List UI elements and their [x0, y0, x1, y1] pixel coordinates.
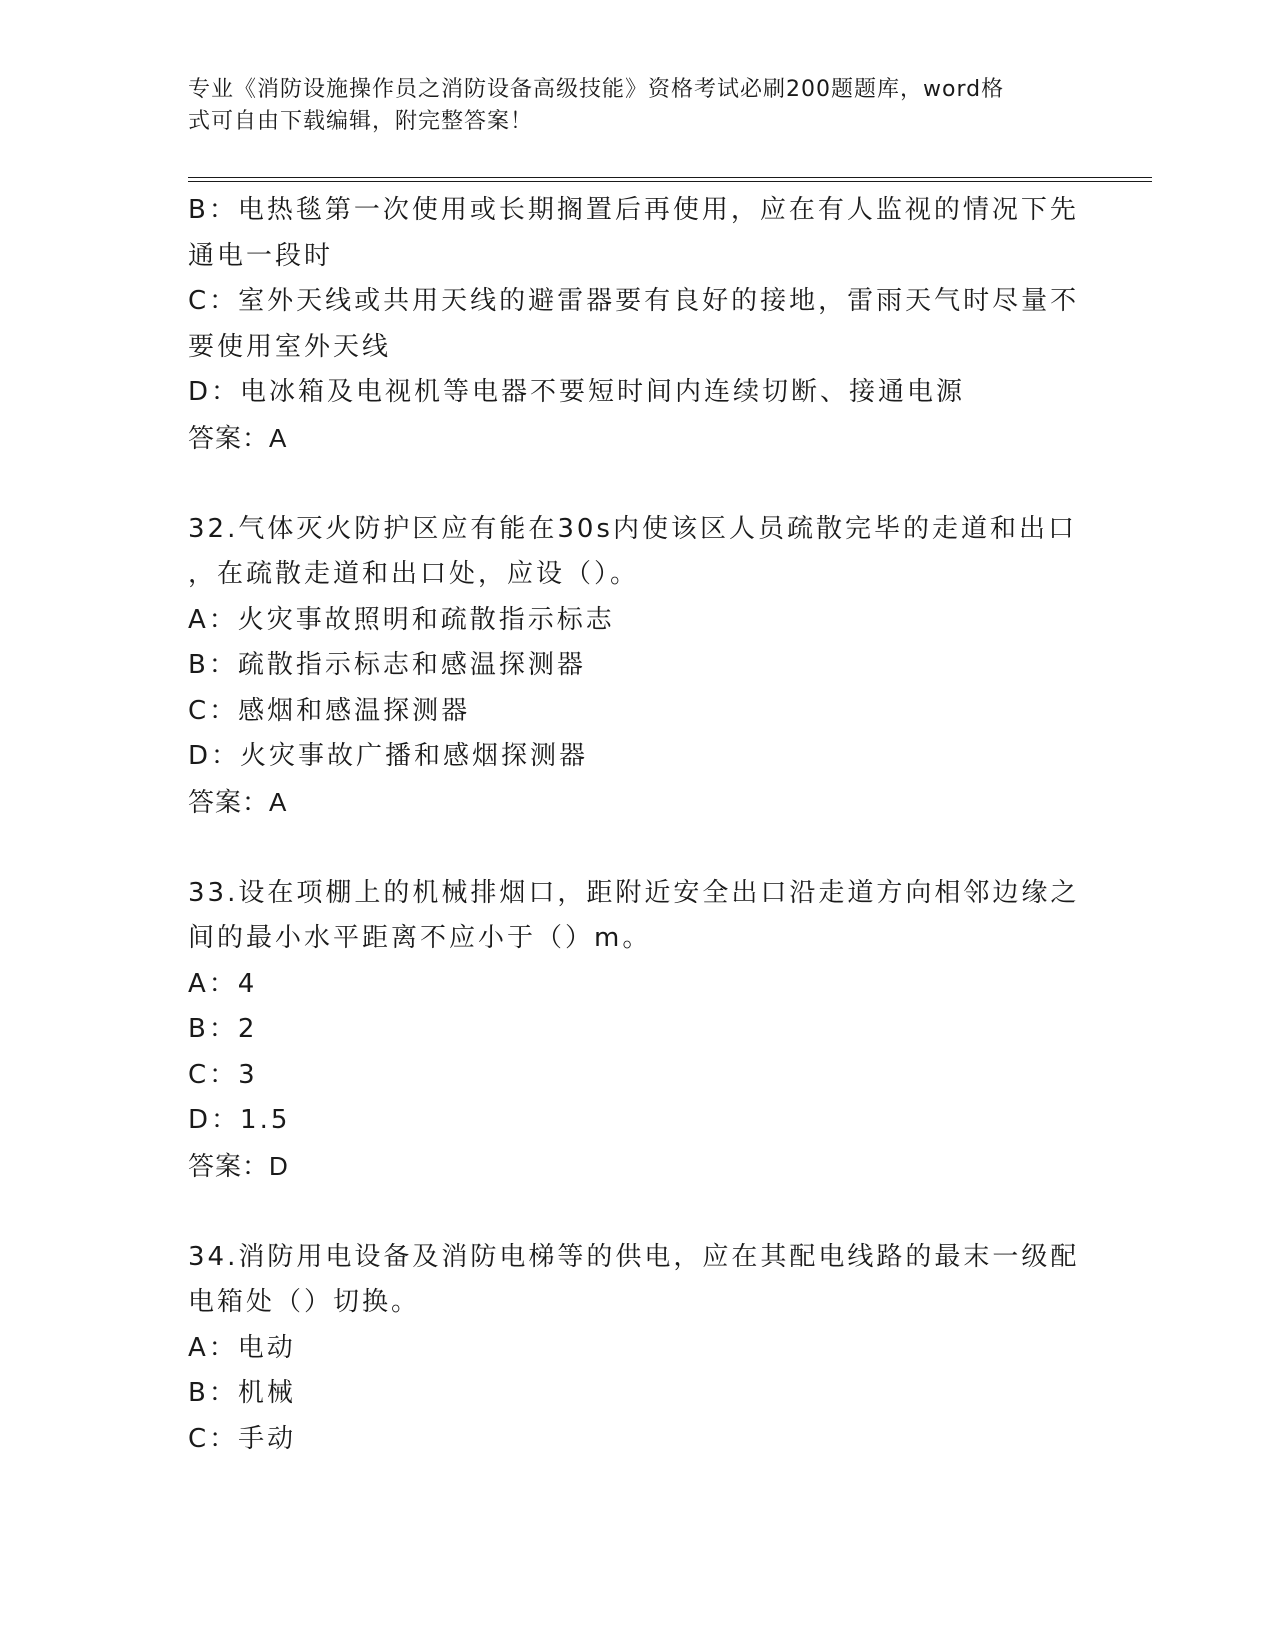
answer-label: 答案：D [188, 1150, 289, 1181]
option-b: B：2 [188, 1014, 258, 1044]
spacer [188, 1189, 1088, 1235]
option-a: A：火灾事故照明和疏散指示标志 [188, 604, 615, 635]
option-d: D：电冰箱及电视机等电器不要短时间内连续切断、接通电源 [188, 377, 966, 407]
option-c: C：3 [188, 1059, 258, 1090]
option-c: C：感烟和感温探测器 [188, 695, 471, 726]
option-a: A：电动 [188, 1332, 296, 1363]
option-d: D：1.5 [188, 1105, 291, 1135]
question-stem-continued: ，在疏散走道和出口处，应设（）。 [188, 559, 640, 589]
option-c: C：手动 [188, 1423, 297, 1454]
answer-label: 答案：A [188, 422, 288, 453]
option-b: B：机械 [188, 1378, 296, 1408]
question-32 [188, 507, 1088, 826]
question-34 [188, 1235, 1088, 1463]
question-list [188, 188, 1088, 1462]
question-stem: 33.设在项棚上的机械排烟口，距附近安全出口沿走道方向相邻边缘之 [188, 877, 1080, 908]
header-line-2: 式可自由下载编辑，附完整答案！ [188, 109, 534, 134]
option-b-continued: 通电一段时 [188, 240, 334, 271]
question-stem: 34.消防用电设备及消防电梯等的供电，应在其配电线路的最末一级配 [188, 1241, 1080, 1272]
spacer [188, 825, 1088, 871]
question-31-continued [188, 188, 1088, 461]
answer-label: 答案：A [188, 786, 288, 817]
question-stem-continued: 电箱处（）切换。 [188, 1287, 421, 1317]
option-b: B：疏散指示标志和感温探测器 [188, 650, 586, 680]
option-d: D：火灾事故广播和感烟探测器 [188, 741, 589, 771]
spacer [188, 461, 1088, 507]
header-divider [188, 177, 1152, 182]
option-c: C：室外天线或共用天线的避雷器要有良好的接地，雷雨天气时尽量不 [188, 286, 1080, 316]
question-stem-continued: 间的最小水平距离不应小于（）m。 [188, 923, 652, 953]
option-a: A：4 [188, 968, 258, 999]
option-c-continued: 要使用室外天线 [188, 331, 392, 362]
question-33 [188, 871, 1088, 1190]
document-header [188, 74, 1088, 138]
question-stem: 32.气体灭火防护区应有能在30s内使该区人员疏散完毕的走道和出口 [188, 513, 1077, 544]
option-b: B：电热毯第一次使用或长期搁置后再使用，应在有人监视的情况下先 [188, 195, 1079, 225]
header-line-1: 专业《消防设施操作员之消防设备高级技能》资格考试必刷200题题库，word格 [188, 77, 1005, 102]
